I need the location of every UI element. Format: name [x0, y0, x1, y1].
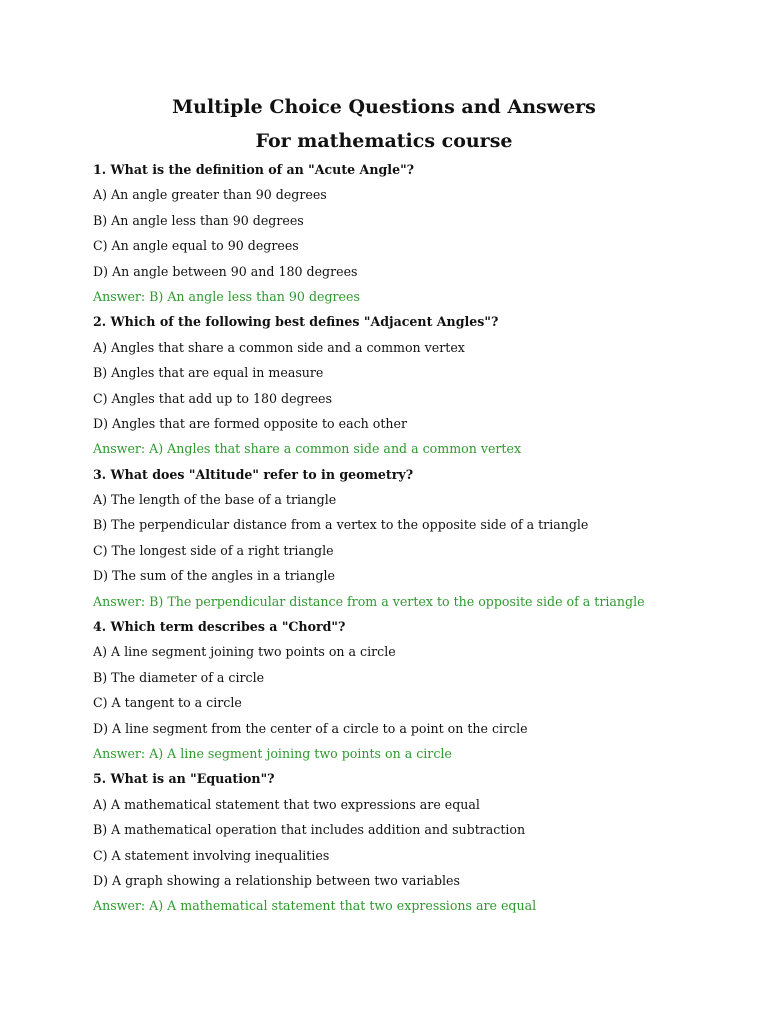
option-c: C) A tangent to a circle	[93, 695, 242, 711]
question-block	[93, 614, 733, 766]
option-a: A) Angles that share a common side and a common vertex	[93, 339, 465, 355]
document-subtitle: For mathematics course	[255, 130, 513, 152]
question-text: 4. Which term describes a "Chord"?	[93, 619, 346, 635]
question-text: 3. What does "Altitude" refer to in geometry?	[93, 466, 414, 482]
option-d: D) A line segment from the center of a circle to a point on the circle	[93, 720, 528, 736]
option-c: C) An angle equal to 90 degrees	[93, 238, 299, 254]
option-d: D) Angles that are formed opposite to each other	[93, 415, 407, 431]
option-b: B) Angles that are equal in measure	[93, 365, 324, 381]
answer-text: Answer: A) Angles that share a common side and a common vertex	[93, 441, 522, 457]
option-b: B) The diameter of a circle	[93, 669, 265, 685]
answer-text: Answer: A) A line segment joining two points on a circle	[93, 745, 452, 761]
option-d: D) An angle between 90 and 180 degrees	[93, 263, 358, 279]
option-c: C) Angles that add up to 180 degrees	[93, 390, 332, 406]
question-block	[93, 462, 733, 614]
option-b: B) The perpendicular distance from a vertex to the opposite side of a triangle	[93, 517, 589, 533]
option-a: A) An angle greater than 90 degrees	[93, 187, 327, 203]
question-text: 1. What is the definition of an "Acute Angle"?	[93, 162, 415, 177]
question-block	[93, 766, 733, 918]
answer-text: Answer: B) The perpendicular distance from a vertex to the opposite side of a triangle	[93, 593, 645, 609]
answer-text: Answer: A) A mathematical statement that two expressions are equal	[93, 898, 537, 914]
option-d: D) A graph showing a relationship between two variables	[93, 872, 460, 888]
option-d: D) The sum of the angles in a triangle	[93, 568, 335, 584]
question-block	[93, 157, 733, 309]
option-b: B) A mathematical operation that includes addition and subtraction	[93, 822, 526, 838]
question-block	[93, 309, 733, 461]
option-a: A) A line segment joining two points on a circle	[93, 644, 396, 660]
question-list	[93, 157, 733, 919]
option-c: C) The longest side of a right triangle	[93, 542, 334, 558]
option-a: A) The length of the base of a triangle	[93, 492, 337, 508]
option-c: C) A statement involving inequalities	[93, 847, 330, 863]
option-b: B) An angle less than 90 degrees	[93, 212, 304, 228]
answer-text: Answer: B) An angle less than 90 degrees	[93, 288, 360, 304]
document-title: Multiple Choice Questions and Answers	[172, 96, 596, 118]
option-a: A) A mathematical statement that two expressions are equal	[93, 796, 480, 812]
question-text: 2. Which of the following best defines "Adjacent Angles"?	[93, 314, 499, 330]
question-text: 5. What is an "Equation"?	[93, 771, 275, 787]
